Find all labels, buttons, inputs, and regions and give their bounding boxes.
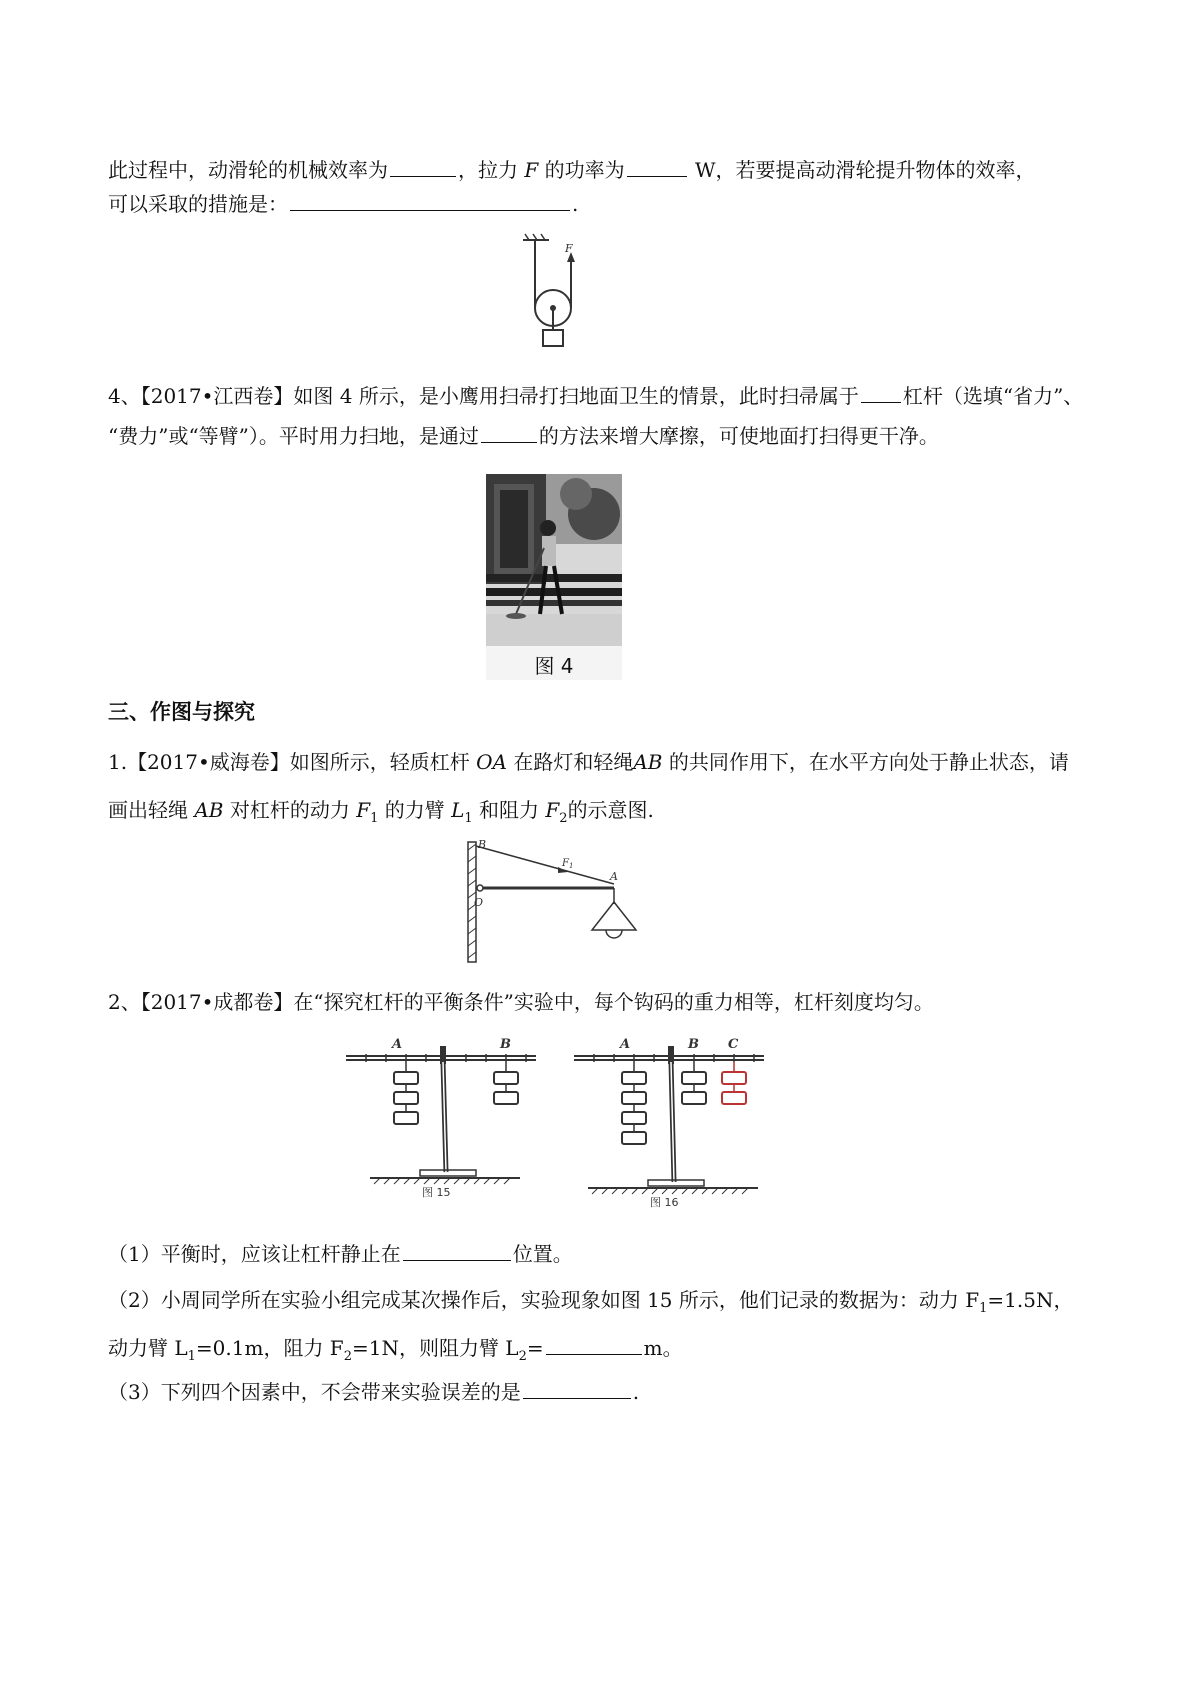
text: 4、【2017•江西卷】如图 4 所示，是小鹰用扫帚打扫地面卫生的情景，此时扫帚属于 bbox=[108, 384, 859, 408]
text: W，若要提高动滑轮提升物体的效率， bbox=[694, 158, 1036, 182]
text: = bbox=[526, 1336, 544, 1360]
subscript: 2 bbox=[559, 811, 568, 826]
text: 的方法来增大摩擦，可使地面打扫得更干净。 bbox=[538, 424, 939, 448]
text: 位置。 bbox=[512, 1242, 573, 1266]
label-b: B bbox=[688, 1037, 699, 1052]
text: 的示意图. bbox=[567, 798, 654, 822]
figure-caption: 图 16 bbox=[650, 1196, 679, 1209]
figure-caption: 图 4 bbox=[534, 654, 574, 678]
figure-caption: 图 15 bbox=[422, 1186, 451, 1199]
label-a: A bbox=[620, 1037, 631, 1052]
label-f: F bbox=[562, 858, 569, 869]
sweeping-photo-figure bbox=[486, 474, 622, 680]
p2-s2-line-1 bbox=[108, 1286, 1073, 1323]
label-b: B bbox=[500, 1037, 511, 1052]
label-a: A bbox=[610, 870, 618, 883]
lamp-lever-figure bbox=[458, 836, 658, 966]
q4-line-1 bbox=[108, 380, 1083, 410]
text: . bbox=[632, 1380, 640, 1404]
p2-s1 bbox=[108, 1238, 573, 1268]
answer-blank[interactable] bbox=[290, 188, 570, 211]
answer-blank[interactable] bbox=[390, 154, 456, 177]
text: 在路灯和轻绳 bbox=[513, 750, 634, 774]
answer-blank[interactable] bbox=[523, 1376, 631, 1399]
label-b: B bbox=[478, 838, 487, 851]
p1-line-1 bbox=[108, 748, 1069, 776]
p2-intro: 2、【2017•成都卷】在“探究杠杆的平衡条件”实验中，每个钩码的重力相等，杠杆刻度均匀。 bbox=[108, 990, 934, 1014]
subscript: 1 bbox=[370, 811, 379, 826]
lever-fig-15 bbox=[346, 1037, 536, 1199]
subscript: 1 bbox=[464, 811, 473, 826]
text: 画出轻绳 bbox=[108, 798, 188, 822]
label-o: O bbox=[474, 896, 484, 909]
p2-s3 bbox=[108, 1376, 639, 1406]
answer-blank[interactable] bbox=[481, 420, 537, 443]
subscript: 2 bbox=[518, 1349, 527, 1364]
label-f1 bbox=[561, 858, 573, 870]
text: 的功率为 bbox=[544, 158, 625, 182]
text: （3）下列四个因素中，不会带来实验误差的是 bbox=[108, 1380, 521, 1404]
text: =1.5N， bbox=[987, 1288, 1074, 1312]
symbol: F bbox=[545, 798, 560, 822]
answer-blank[interactable] bbox=[546, 1332, 642, 1355]
p2-s2-line-2 bbox=[108, 1332, 683, 1371]
label-f-sub: 1 bbox=[568, 862, 574, 870]
subscript: 1 bbox=[187, 1349, 196, 1364]
text: 的力臂 bbox=[384, 798, 445, 822]
text: （1）平衡时，应该让杠杆静止在 bbox=[108, 1242, 401, 1266]
text: 和阻力 bbox=[479, 798, 540, 822]
text: 的共同作用下，在水平方向处于静止状态，请 bbox=[668, 750, 1069, 774]
answer-blank[interactable] bbox=[627, 154, 687, 177]
symbol: OA bbox=[476, 750, 507, 774]
q4-line-2 bbox=[108, 420, 939, 450]
force-symbol: F bbox=[524, 158, 539, 182]
text: “费力”或“等臂”）。平时用力扫地，是通过 bbox=[108, 424, 479, 448]
symbol: L bbox=[451, 798, 465, 822]
text: . bbox=[572, 192, 579, 216]
sweeping-photo bbox=[486, 474, 622, 646]
text: （2）小周同学所在实验小组完成某次操作后，实验现象如图 15 所示，他们记录的数据为：动力 F bbox=[108, 1288, 980, 1312]
p1-line-2 bbox=[108, 796, 654, 833]
text: 杠杆（选填“省力”、 bbox=[902, 384, 1084, 408]
answer-blank[interactable] bbox=[861, 380, 901, 403]
text: =0.1m，阻力 F bbox=[195, 1336, 344, 1360]
symbol: AB bbox=[194, 798, 224, 822]
text: 1.【2017•威海卷】如图所示，轻质杠杆 bbox=[108, 750, 470, 774]
text: 动力臂 L bbox=[108, 1336, 188, 1360]
subscript: 1 bbox=[979, 1301, 988, 1316]
symbol: F bbox=[356, 798, 371, 822]
section-title: 三、作图与探究 bbox=[108, 700, 255, 724]
label-a: A bbox=[392, 1037, 403, 1052]
q3-line-1 bbox=[108, 154, 1036, 184]
label-c: C bbox=[728, 1037, 739, 1052]
subscript: 2 bbox=[343, 1349, 352, 1364]
text: 对杠杆的动力 bbox=[229, 798, 350, 822]
symbol: AB bbox=[633, 750, 663, 774]
force-label: F bbox=[565, 242, 573, 255]
text: =1N，则阻力臂 L bbox=[351, 1336, 519, 1360]
lever-figures bbox=[340, 1032, 770, 1210]
q3-line-2 bbox=[108, 188, 578, 218]
pulley-figure bbox=[513, 232, 593, 354]
text: ，拉力 bbox=[458, 158, 518, 182]
lever-fig-16 bbox=[574, 1037, 764, 1209]
text: m。 bbox=[643, 1336, 683, 1360]
text: 可以采取的措施是： bbox=[108, 192, 288, 216]
text: 此过程中，动滑轮的机械效率为 bbox=[108, 158, 388, 182]
answer-blank[interactable] bbox=[403, 1238, 511, 1261]
